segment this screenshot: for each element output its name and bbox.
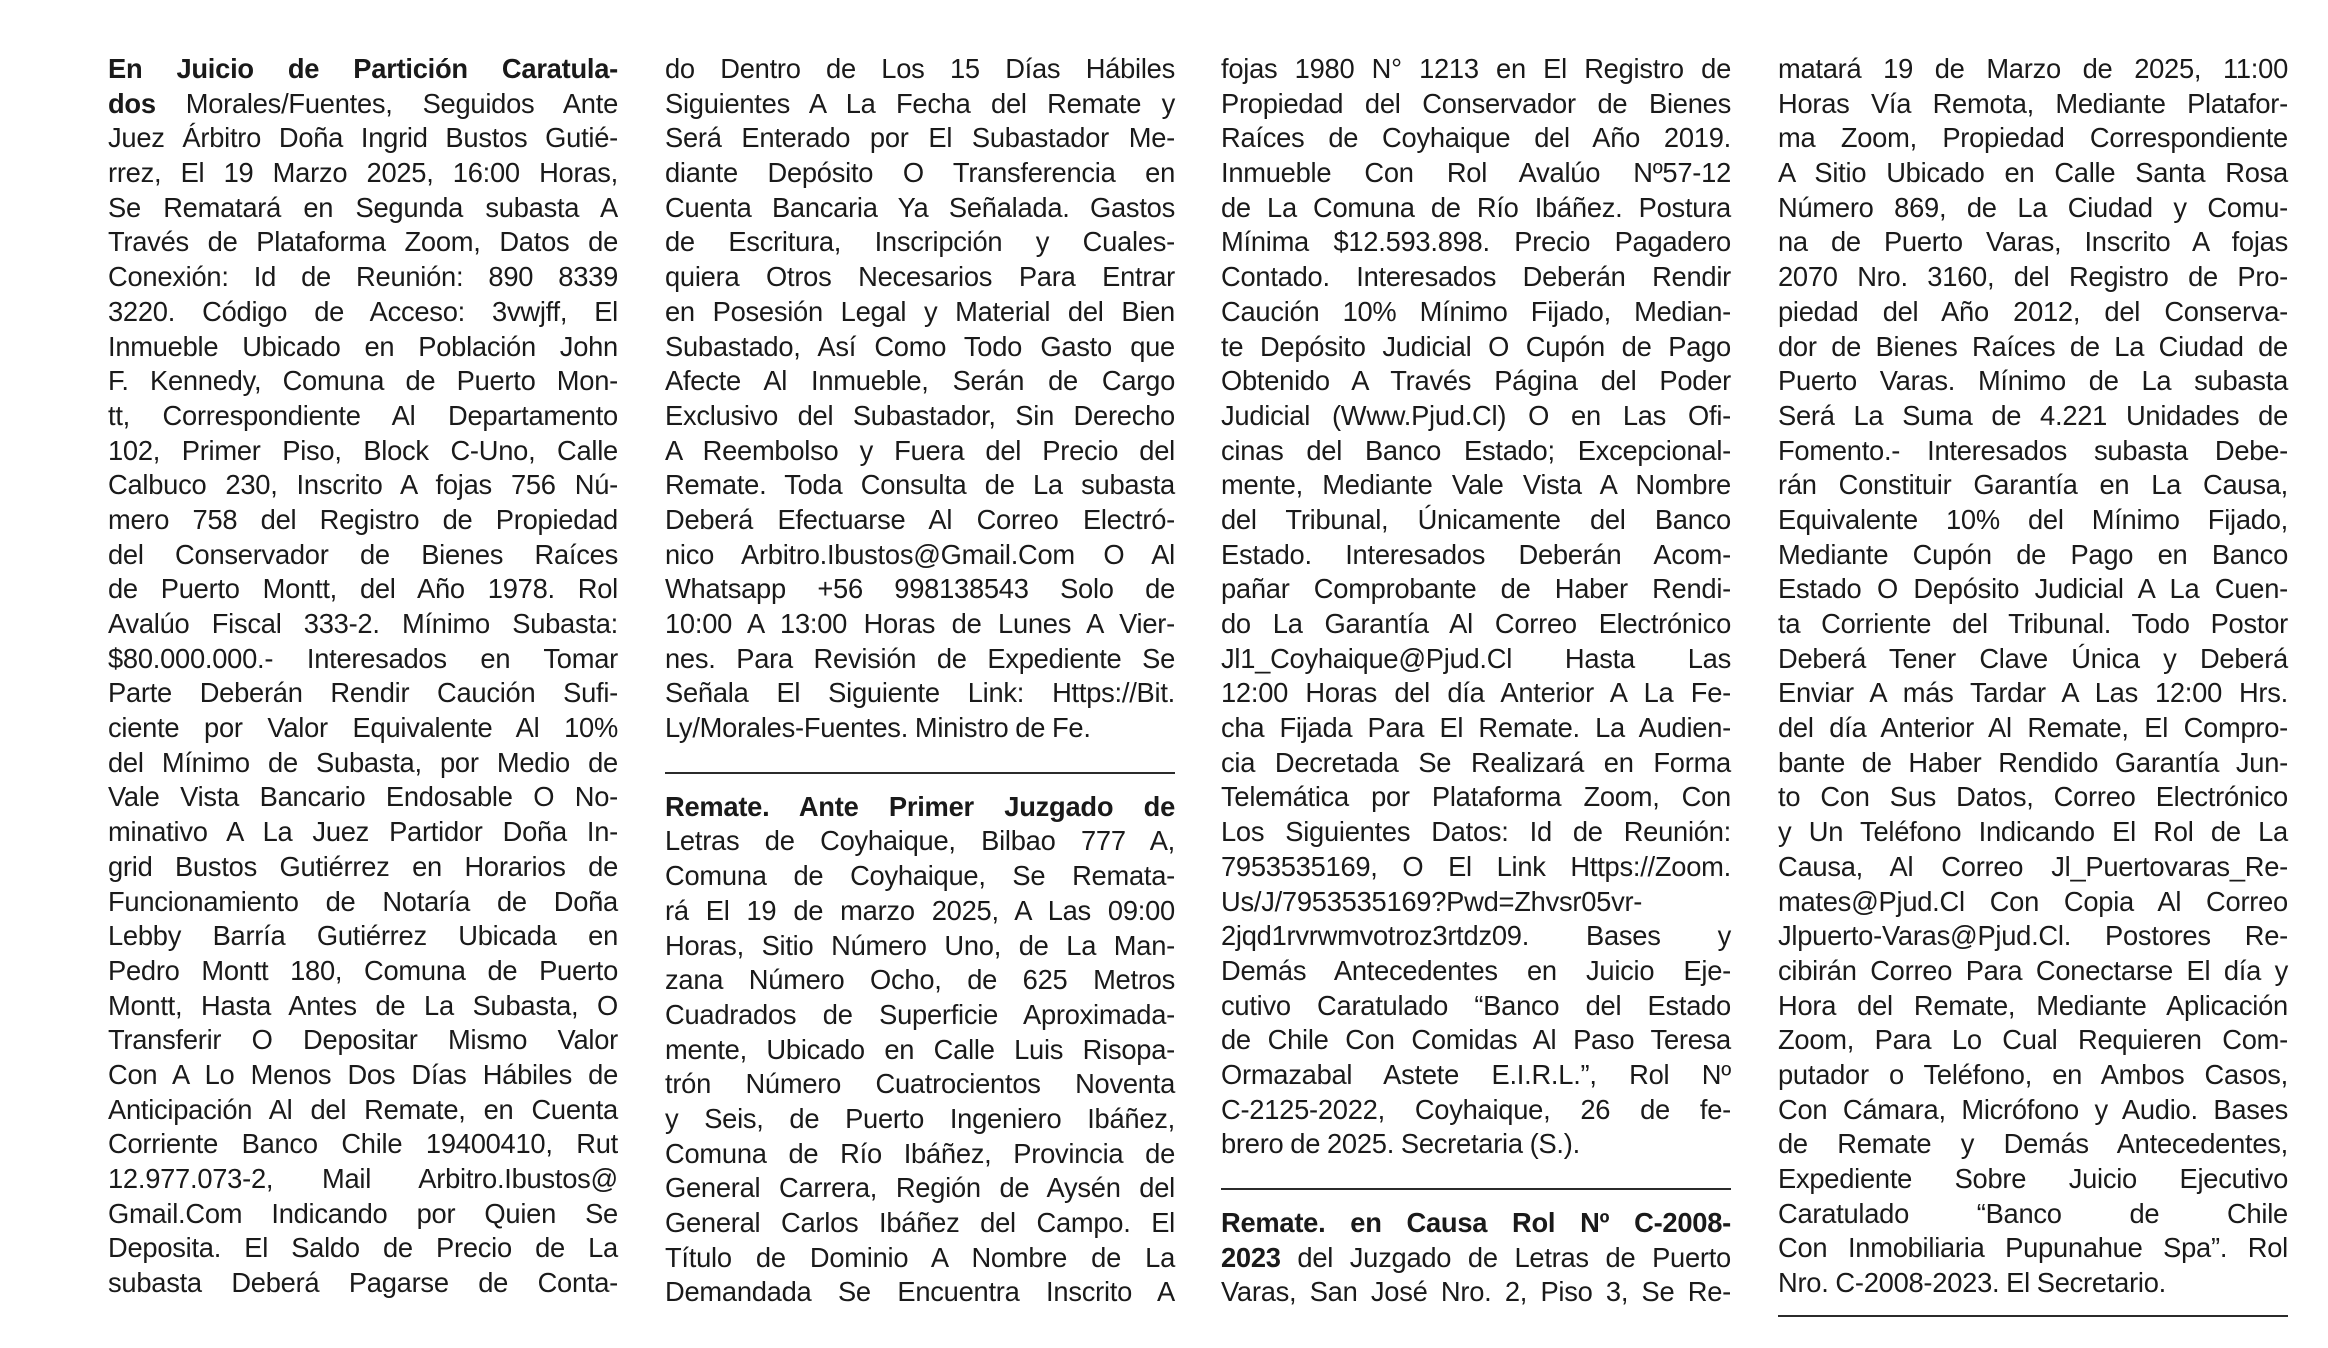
notice-text: Enviar A más Tardar A Las 12:00 Hrs. — [1778, 677, 2288, 709]
text-line — [108, 642, 618, 677]
text-line — [665, 468, 1175, 503]
text-line — [1221, 676, 1731, 711]
notice-text: General Carrera, Región de Aysén del — [665, 1172, 1175, 1204]
notice-text: bante de Haber Rendido Garantía Jun- — [1778, 746, 2288, 778]
notice-divider — [665, 772, 1175, 774]
text-line — [108, 954, 618, 989]
notice-text: piedad del Año 2012, del Conserva- — [1778, 295, 2288, 327]
notice-2 — [665, 790, 1175, 1310]
text-line — [665, 1137, 1175, 1172]
notice-text: Calbuco 230, Inscrito A fojas 756 Nú- — [108, 469, 618, 501]
notice-text: na de Puerto Varas, Inscrito A fojas — [1778, 226, 2288, 258]
text-line — [1221, 746, 1731, 781]
text-line — [108, 607, 618, 642]
notice-text: Nro. C-2008-2023. El Secretario. — [1778, 1267, 2167, 1299]
notice-text: pañar Comprobante de Haber Rendi- — [1221, 573, 1731, 605]
text-line — [665, 260, 1175, 295]
text-line — [665, 503, 1175, 538]
notice-text: Estado O Depósito Judicial A La Cuen- — [1778, 573, 2288, 605]
notice-text: cia Decretada Se Realizará en Forma — [1221, 746, 1731, 778]
text-line — [1778, 191, 2288, 226]
text-line — [1778, 850, 2288, 885]
notice-text: Letras de Coyhaique, Bilbao 777 A, — [665, 825, 1175, 857]
text-line — [1221, 468, 1731, 503]
text-line — [108, 850, 618, 885]
notice-text: Vale Vista Bancario Endosable O No- — [108, 781, 618, 813]
notice-text: subasta Deberá Pagarse de Conta- — [108, 1267, 618, 1299]
notice-text: 10:00 A 13:00 Horas de Lunes A Vier- — [665, 608, 1175, 639]
text-line — [1778, 746, 2288, 781]
notice-text: Causa, Al Correo Jl_Puertovaras_Re- — [1778, 850, 2288, 882]
notice-text: rán Constituir Garantía en La Causa, — [1778, 469, 2288, 501]
text-line — [108, 87, 618, 122]
notice-text: to Con Sus Datos, Correo Electrónico — [1778, 781, 2288, 813]
notice-text: Lebby Barría Gutiérrez Ubicada en — [108, 920, 618, 952]
text-line — [1778, 260, 2288, 295]
text-line — [108, 1231, 618, 1266]
notice-text: Contado. Interesados Deberán Rendir — [1221, 261, 1731, 293]
notice-text: do La Garantía Al Correo Electrónico — [1221, 608, 1731, 639]
notice-heading: En Juicio de Partición Caratula- — [108, 53, 618, 84]
text-line — [665, 87, 1175, 122]
notice-text: Será La Suma de 4.221 Unidades de — [1778, 399, 2288, 431]
notice-text: ta Corriente del Tribunal. Todo Postor — [1778, 608, 2288, 639]
text-line — [1778, 1266, 2288, 1301]
notice-text: y Seis, de Puerto Ingeniero Ibáñez, — [665, 1102, 1175, 1134]
text-line — [108, 260, 618, 295]
notice-text: te Depósito Judicial O Cupón de Pago — [1221, 330, 1731, 362]
text-line — [1778, 330, 2288, 365]
text-line — [108, 1058, 618, 1093]
text-line — [1221, 850, 1731, 885]
notice-text: do Dentro de Los 15 Días Hábiles — [665, 53, 1175, 84]
notice-text: Cuadrados de Superficie Aproximada- — [665, 998, 1175, 1030]
text-line — [108, 399, 618, 434]
text-line — [1778, 434, 2288, 469]
text-line — [665, 156, 1175, 191]
notice-text: Deposita. El Saldo de Precio de La — [108, 1232, 618, 1264]
text-line — [1221, 260, 1731, 295]
notice-text: 3220. Código de Acceso: 3vwjff, El — [108, 295, 618, 327]
text-line — [665, 676, 1175, 711]
notice-text: cutivo Caratulado “Banco del Estado — [1221, 989, 1731, 1021]
notice-text: mente, Mediante Vale Vista A Nombre — [1221, 469, 1731, 501]
notice-text: Corriente Banco Chile 19400410, Rut — [108, 1128, 618, 1160]
notice-text: Horas Vía Remota, Mediante Platafor- — [1778, 87, 2288, 119]
notice-text: fojas 1980 N° 1213 en El Registro de — [1221, 53, 1731, 84]
notice-text: Equivalente 10% del Mínimo Fijado, — [1778, 503, 2288, 535]
notice-text: Pedro Montt 180, Comuna de Puerto — [108, 954, 618, 986]
text-line — [108, 503, 618, 538]
notice-text: Número 869, de La Ciudad y Comu- — [1778, 191, 2288, 223]
text-line — [665, 225, 1175, 260]
notice-text: Demandada Se Encuentra Inscrito A — [665, 1276, 1175, 1308]
text-line — [665, 859, 1175, 894]
notice-text: matará 19 de Marzo de 2025, 11:00 — [1778, 53, 2288, 84]
notice-text: 2jqd1rvrwmvotroz3rtdz09. Bases y — [1221, 920, 1731, 952]
text-line — [665, 1206, 1175, 1241]
notice-1-continuation — [665, 52, 1175, 746]
text-line — [1778, 1023, 2288, 1058]
notice-text: $80.000.000.- Interesados en Tomar — [108, 642, 618, 674]
notice-text: Fomento.- Interesados subasta Debe- — [1778, 434, 2288, 466]
text-line — [1221, 538, 1731, 573]
text-line — [665, 1067, 1175, 1102]
notice-text: del Conservador de Bienes Raíces — [108, 538, 618, 570]
text-line — [108, 885, 618, 920]
text-line — [1778, 1197, 2288, 1232]
notice-text: Los Siguientes Datos: Id de Reunión: — [1221, 816, 1731, 848]
notice-text: General Carlos Ibáñez del Campo. El — [665, 1207, 1175, 1238]
notice-text: grid Bustos Gutiérrez en Horarios de — [108, 850, 618, 882]
text-line — [1221, 156, 1731, 191]
notice-text: Demás Antecedentes en Juicio Eje- — [1221, 954, 1731, 986]
text-line — [1221, 87, 1731, 122]
text-line — [108, 364, 618, 399]
notice-text: Señala El Siguiente Link: Https://Bit. — [665, 677, 1175, 709]
text-line — [1221, 295, 1731, 330]
text-line — [108, 1127, 618, 1162]
notice-3 — [1221, 1206, 1731, 1310]
text-line — [1778, 225, 2288, 260]
notice-text: ma Zoom, Propiedad Correspondiente — [1778, 122, 2288, 154]
column-1 — [108, 52, 618, 1301]
text-line — [108, 538, 618, 573]
notice-text: Inmueble Con Rol Avalúo Nº57-12 — [1221, 157, 1731, 189]
text-line — [1221, 1241, 1731, 1276]
notice-text: putador o Teléfono, en Ambos Casos, — [1778, 1058, 2288, 1090]
notice-text: Zoom, Para Lo Cual Requieren Com- — [1778, 1024, 2288, 1056]
notice-text: rrez, El 19 Marzo 2025, 16:00 Horas, — [108, 157, 618, 189]
notice-text: Estado. Interesados Deberán Acom- — [1221, 538, 1731, 570]
column-3 — [1221, 52, 1731, 1310]
notice-text: A Sitio Ubicado en Calle Santa Rosa — [1778, 157, 2288, 189]
text-line — [1778, 642, 2288, 677]
text-line — [1778, 468, 2288, 503]
text-line — [1778, 295, 2288, 330]
text-line — [1778, 989, 2288, 1024]
text-line — [1221, 989, 1731, 1024]
text-line — [665, 1241, 1175, 1276]
text-line — [1221, 191, 1731, 226]
notice-text: Avalúo Fiscal 333-2. Mínimo Subasta: — [108, 608, 618, 639]
text-line — [1221, 399, 1731, 434]
text-line — [108, 1093, 618, 1128]
text-line — [1778, 607, 2288, 642]
notice-2-continuation — [1221, 52, 1731, 1162]
text-line — [1221, 330, 1731, 365]
text-line — [1778, 87, 2288, 122]
text-line — [665, 52, 1175, 87]
text-line — [1778, 52, 2288, 87]
text-line — [1221, 815, 1731, 850]
notice-text: Montt, Hasta Antes de La Subasta, O — [108, 989, 618, 1021]
text-line — [1778, 156, 2288, 191]
text-line — [665, 607, 1175, 642]
notice-text: mente, Ubicado en Calle Luis Risopa- — [665, 1033, 1175, 1065]
notice-text: quiera Otros Necesarios Para Entrar — [665, 261, 1175, 293]
notice-text: Subastado, Así Como Todo Gasto que — [665, 330, 1175, 362]
notice-text: Inmueble Ubicado en Población John — [108, 330, 618, 362]
notice-text: Gmail.Com Indicando por Quien Se — [108, 1197, 618, 1229]
text-line — [665, 434, 1175, 469]
text-line — [1778, 954, 2288, 989]
notice-text: Siguientes A La Fecha del Remate y — [665, 87, 1175, 119]
text-line — [108, 815, 618, 850]
notice-text: Transferir O Depositar Mismo Valor — [108, 1024, 618, 1056]
notice-text: de Puerto Montt, del Año 1978. Rol — [108, 573, 618, 605]
notice-text: Con Cámara, Micrófono y Audio. Bases — [1778, 1093, 2288, 1125]
text-line — [108, 156, 618, 191]
text-line — [1778, 503, 2288, 538]
text-line — [1778, 121, 2288, 156]
notice-text: 12.977.073-2, Mail Arbitro.Ibustos@ — [108, 1163, 618, 1194]
text-line — [665, 711, 1175, 746]
notice-text: brero de 2025. Secretaria (S.). — [1221, 1128, 1580, 1160]
notice-text: del Mínimo de Subasta, por Medio de — [108, 746, 618, 778]
text-line — [108, 434, 618, 469]
notice-heading: Remate. en Causa Rol Nº C-2008- — [1221, 1207, 1731, 1238]
text-line — [108, 989, 618, 1024]
notice-text: en Posesión Legal y Material del Bien — [665, 295, 1175, 327]
notice-text: Parte Deberán Rendir Caución Sufi- — [108, 677, 618, 709]
text-line — [665, 1102, 1175, 1137]
text-line — [1221, 919, 1731, 954]
text-line — [665, 191, 1175, 226]
notice-text: Comuna de Coyhaique, Se Remata- — [665, 860, 1175, 892]
text-line — [1778, 815, 2288, 850]
text-line — [1221, 52, 1731, 87]
notice-text: Título de Dominio A Nombre de La — [665, 1241, 1175, 1273]
text-line — [665, 295, 1175, 330]
text-line — [665, 929, 1175, 964]
notice-text: mero 758 del Registro de Propiedad — [108, 503, 618, 535]
notice-text: 2070 Nro. 3160, del Registro de Pro- — [1778, 261, 2288, 293]
text-line — [1778, 1162, 2288, 1197]
text-line — [665, 894, 1175, 929]
notice-text: Varas, San José Nro. 2, Piso 3, Se Re- — [1221, 1276, 1731, 1308]
notice-text: Con Inmobiliaria Pupunahue Spa”. Rol — [1778, 1232, 2288, 1264]
text-line — [665, 364, 1175, 399]
notice-heading: Remate. Ante Primer Juzgado de — [665, 790, 1175, 822]
text-line — [1221, 885, 1731, 920]
text-line — [108, 52, 618, 87]
notice-text: A Reembolso y Fuera del Precio del — [665, 434, 1175, 466]
notice-text: Cuenta Bancaria Ya Señalada. Gastos — [665, 191, 1175, 223]
notice-text: cha Fijada Para El Remate. La Audien- — [1221, 712, 1731, 744]
notice-text: de Escritura, Inscripción y Cuales- — [665, 226, 1175, 258]
text-line — [1221, 225, 1731, 260]
notice-text: Mínima $12.593.898. Precio Pagadero — [1221, 226, 1731, 258]
text-line — [1221, 954, 1731, 989]
text-line — [665, 572, 1175, 607]
text-line — [665, 1171, 1175, 1206]
text-line — [1221, 572, 1731, 607]
text-line — [665, 790, 1175, 825]
text-line — [108, 225, 618, 260]
text-line — [108, 1197, 618, 1232]
text-line — [1778, 1231, 2288, 1266]
notice-text: del día Anterior Al Remate, El Compro- — [1778, 712, 2288, 744]
notice-text: tt, Correspondiente Al Departamento — [108, 399, 618, 431]
text-line — [108, 676, 618, 711]
text-line — [1778, 1127, 2288, 1162]
text-line — [108, 295, 618, 330]
notice-text: ciente por Valor Equivalente Al 10% — [108, 712, 618, 744]
notice-text: de Chile Con Comidas Al Paso Teresa — [1221, 1024, 1731, 1056]
notice-text: Caución 10% Mínimo Fijado, Median- — [1221, 295, 1731, 327]
text-line — [1221, 711, 1731, 746]
notice-text: 12:00 Horas del día Anterior A La Fe- — [1221, 677, 1731, 709]
text-line — [1221, 1275, 1731, 1310]
notice-text: Remate. Toda Consulta de La subasta — [665, 469, 1175, 501]
notice-3-continuation — [1778, 52, 2288, 1301]
text-line — [108, 746, 618, 781]
notice-text: Juez Árbitro Doña Ingrid Bustos Gutié- — [108, 122, 618, 154]
text-line — [665, 642, 1175, 677]
notice-text: Expediente Sobre Juicio Ejecutivo — [1778, 1163, 2288, 1194]
text-line — [1778, 780, 2288, 815]
notice-text: Raíces de Coyhaique del Año 2019. — [1221, 122, 1731, 154]
notice-text: Través de Plataforma Zoom, Datos de — [108, 226, 618, 258]
text-line — [108, 1023, 618, 1058]
notice-text: del Juzgado de Letras de Puerto — [1280, 1241, 1731, 1273]
notice-divider — [1221, 1188, 1731, 1190]
notice-text: mates@Pjud.Cl Con Copia Al Correo — [1778, 885, 2288, 917]
notice-heading: dos — [108, 87, 156, 119]
text-line — [665, 824, 1175, 859]
notice-text: Ly/Morales-Fuentes. Ministro de Fe. — [665, 712, 1091, 744]
notice-text: C-2125-2022, Coyhaique, 26 de fe- — [1221, 1093, 1731, 1125]
notice-text: Anticipación Al del Remate, en Cuenta — [108, 1093, 618, 1125]
notice-text: Jl1_Coyhaique@Pjud.Cl Hasta Las — [1221, 642, 1731, 674]
text-line — [1221, 642, 1731, 677]
text-line — [1778, 1058, 2288, 1093]
text-line — [1778, 676, 2288, 711]
notice-text: nes. Para Revisión de Expediente Se — [665, 642, 1175, 674]
notice-text: Comuna de Río Ibáñez, Provincia de — [665, 1137, 1175, 1169]
notice-text: Caratulado “Banco de Chile — [1778, 1197, 2288, 1229]
text-line — [665, 121, 1175, 156]
notice-text: Con A Lo Menos Dos Días Hábiles de — [108, 1058, 618, 1090]
text-line — [1778, 711, 2288, 746]
notice-text: Puerto Varas. Mínimo de La subasta — [1778, 365, 2288, 397]
text-line — [108, 191, 618, 226]
text-line — [1221, 364, 1731, 399]
text-line — [1221, 1127, 1731, 1162]
column-2 — [665, 52, 1175, 1310]
notice-text: 102, Primer Piso, Block C-Uno, Calle — [108, 434, 618, 466]
notice-text: minativo A La Juez Partidor Doña In- — [108, 816, 618, 848]
text-line — [1778, 538, 2288, 573]
notice-text: Conexión: Id de Reunión: 890 8339 — [108, 261, 618, 293]
text-line — [1778, 399, 2288, 434]
text-line — [1221, 1093, 1731, 1128]
notice-text: Exclusivo del Subastador, Sin Derecho — [665, 399, 1175, 431]
notice-text: cinas del Banco Estado; Excepcional- — [1221, 434, 1731, 466]
notice-text: nico Arbitro.Ibustos@Gmail.Com O Al — [665, 538, 1175, 570]
notice-text: Se Rematará en Segunda subasta A — [108, 191, 618, 223]
notice-text: dor de Bienes Raíces de La Ciudad de — [1778, 330, 2288, 362]
text-line — [1778, 364, 2288, 399]
text-line — [1778, 572, 2288, 607]
notice-text: Afecte Al Inmueble, Serán de Cargo — [665, 365, 1175, 397]
text-line — [665, 330, 1175, 365]
notice-text: zana Número Ocho, de 625 Metros — [665, 964, 1175, 996]
notice-text: Deberá Efectuarse Al Correo Electró- — [665, 503, 1175, 535]
text-line — [1778, 1093, 2288, 1128]
notice-text: Us/J/7953535169?Pwd=Zhvsr05vr- — [1221, 885, 1643, 917]
text-line — [1221, 607, 1731, 642]
notice-text: Jlpuerto-Varas@Pjud.Cl. Postores Re- — [1778, 920, 2288, 952]
text-line — [665, 963, 1175, 998]
text-line — [665, 1275, 1175, 1310]
notice-text: Morales/Fuentes, Seguidos Ante — [155, 87, 618, 119]
text-line — [108, 711, 618, 746]
text-line — [665, 538, 1175, 573]
text-line — [108, 330, 618, 365]
notice-text: de Remate y Demás Antecedentes, — [1778, 1128, 2288, 1160]
text-line — [1221, 780, 1731, 815]
text-line — [108, 1162, 618, 1197]
notice-text: Será Enterado por El Subastador Me- — [665, 122, 1175, 154]
text-line — [1778, 919, 2288, 954]
notice-text: Mediante Cupón de Pago en Banco — [1778, 538, 2288, 570]
notice-text: 7953535169, O El Link Https://Zoom. — [1221, 850, 1731, 882]
text-line — [665, 998, 1175, 1033]
notice-text: rá El 19 de marzo 2025, A Las 09:00 — [665, 894, 1175, 926]
text-line — [665, 1033, 1175, 1068]
notice-text: cibirán Correo Para Conectarse El día y — [1778, 954, 2288, 986]
text-line — [108, 468, 618, 503]
notice-text: Telemática por Plataforma Zoom, Con — [1221, 781, 1731, 813]
notice-text: Deberá Tener Clave Única y Deberá — [1778, 642, 2288, 674]
notice-text: Judicial (Www.Pjud.Cl) O en Las Ofi- — [1221, 399, 1731, 431]
notice-text: Whatsapp +56 998138543 Solo de — [665, 573, 1175, 605]
notice-text: Ormazabal Astete E.I.R.L.”, Rol Nº — [1221, 1058, 1731, 1090]
text-line — [1221, 503, 1731, 538]
notice-text: Horas, Sitio Número Uno, de La Man- — [665, 929, 1175, 961]
notice-text: Obtenido A Través Página del Poder — [1221, 365, 1731, 397]
notice-text: de La Comuna de Río Ibáñez. Postura — [1221, 191, 1731, 223]
text-line — [1221, 1023, 1731, 1058]
column-4 — [1778, 52, 2288, 1333]
text-line — [108, 780, 618, 815]
text-line — [665, 399, 1175, 434]
notice-text: Propiedad del Conservador de Bienes — [1221, 87, 1731, 119]
notice-text: Hora del Remate, Mediante Aplicación — [1778, 989, 2288, 1021]
notice-text: Funcionamiento de Notaría de Doña — [108, 885, 618, 917]
notice-text: del Tribunal, Únicamente del Banco — [1221, 503, 1731, 535]
text-line — [108, 572, 618, 607]
text-line — [1221, 434, 1731, 469]
text-line — [1221, 1058, 1731, 1093]
text-line — [1778, 885, 2288, 920]
notice-end-rule — [1778, 1315, 2288, 1317]
notice-text: trón Número Cuatrocientos Noventa — [665, 1068, 1175, 1100]
notice-text: diante Depósito O Transferencia en — [665, 157, 1175, 189]
text-line — [108, 1266, 618, 1301]
text-line — [108, 919, 618, 954]
notice-text: F. Kennedy, Comuna de Puerto Mon- — [108, 365, 618, 397]
notice-heading: 2023 — [1221, 1241, 1281, 1273]
text-line — [1221, 121, 1731, 156]
text-line — [108, 121, 618, 156]
text-line — [1221, 1206, 1731, 1241]
notice-text: y Un Teléfono Indicando El Rol de La — [1778, 816, 2288, 848]
